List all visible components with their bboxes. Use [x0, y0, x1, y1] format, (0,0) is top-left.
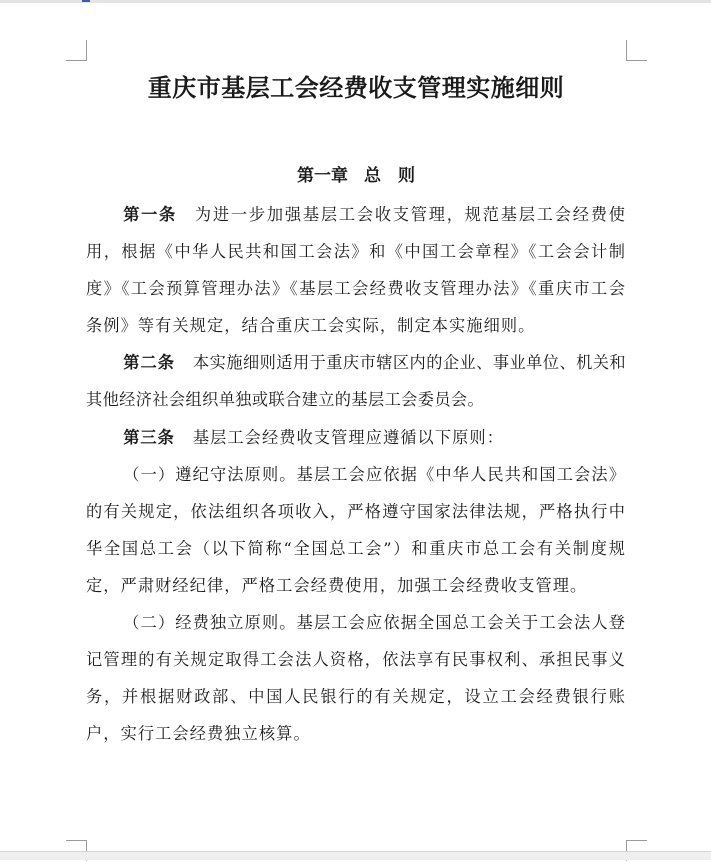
- document-title: 重庆市基层工会经费收支管理实施细则: [147, 73, 565, 102]
- article-3: [86, 419, 626, 456]
- chapter-number: 第一章: [297, 166, 348, 186]
- ruler-marker[interactable]: [82, 0, 90, 2]
- article-2: [86, 344, 626, 418]
- chapter-heading: [86, 161, 626, 191]
- margin-corner-top-right: [626, 40, 647, 61]
- document-body: [86, 196, 626, 752]
- article-1: [86, 196, 626, 344]
- article-label: 第二条: [123, 353, 176, 373]
- article-label: 第一条: [123, 205, 177, 224]
- chapter-title: 总 则: [364, 166, 415, 186]
- principle-1: （一）遵纪守法原则。基层工会应依据《中华人民共和国工会法》的有关规定，依法组织各项收入，严格遵守国家法律法规，严格执行中华全国总工会（以下简称“全国总工会”）和重庆市总工会有关制度规定，严肃财经纪律，严格工会经费使用，加强工会经费收支管理。: [86, 464, 626, 595]
- article-text: 为进一步加强基层工会收支管理，规范基层工会经费使用，根据《中华人民共和国工会法》和《中国工会章程》《工会会计制度》《工会预算管理办法》《基层工会经费收支管理办法》《重庆市工会条例》等有关规定，结合重庆工会实际，制定本实施细则。: [86, 205, 626, 336]
- article-text: 本实施细则适用于重庆市辖区内的企业、事业单位、机关和其他经济社会组织单独或联合建立的基层工会委员会。: [86, 353, 627, 410]
- margin-corner-top-left: [66, 40, 87, 61]
- principle-2: （二）经费独立原则。基层工会应依据全国总工会关于工会法人登记管理的有关规定取得工会法人资格，依法享有民事权利、承担民事义务，并根据财政部、中国人民银行的有关规定，设立工会经费银行账户，实行工会经费独立核算。: [86, 613, 626, 744]
- article-text: 基层工会经费收支管理应遵循以下原则：: [192, 427, 504, 447]
- ruler-bar: [0, 0, 711, 3]
- article-label: 第三条: [123, 427, 175, 447]
